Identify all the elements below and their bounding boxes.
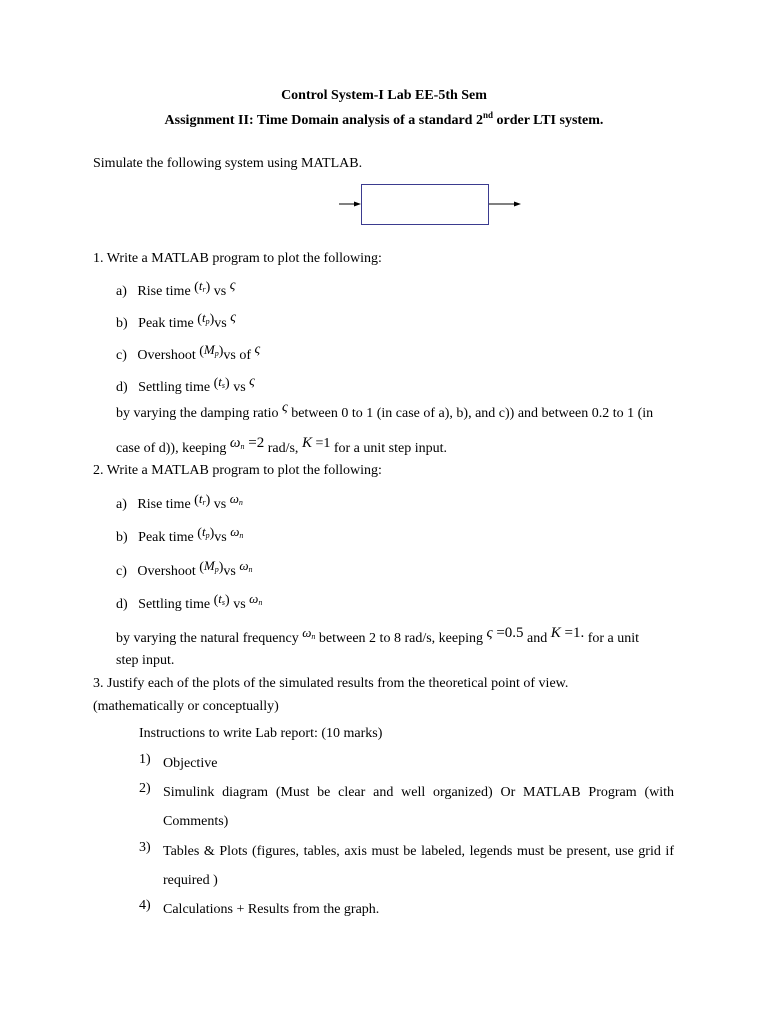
q1-varying bbox=[116, 400, 654, 422]
sub-n: n bbox=[248, 565, 253, 574]
var-t: t bbox=[201, 310, 206, 325]
paren: ( bbox=[213, 376, 219, 391]
doc-title: Control System-I Lab EE-5th Sem bbox=[281, 88, 487, 103]
zeta-symbol: ς bbox=[254, 342, 261, 357]
paren: ) bbox=[218, 560, 224, 575]
assignment-title-end: order LTI system. bbox=[492, 113, 604, 128]
sub-n: n bbox=[238, 498, 243, 507]
q2-item-c-label: Overshoot bbox=[137, 564, 200, 579]
q1-varying-end: between 0 to 1 (in case of a), b), and c)) and between 0.2 to 1 (in bbox=[287, 406, 654, 421]
instruction-num-4: 4) bbox=[139, 898, 151, 913]
q2-item-b-vs: vs bbox=[214, 530, 231, 545]
paren: ) bbox=[218, 344, 224, 359]
q1-item-b bbox=[116, 310, 236, 332]
instructions-heading: Instructions to write Lab report: (10 marks) bbox=[139, 726, 383, 741]
paren: ( bbox=[194, 493, 199, 508]
q2-varying-start: by varying the natural frequency bbox=[116, 631, 303, 646]
q2-item-c-marker: c) bbox=[116, 564, 127, 579]
q2-item-c-vs: vs bbox=[223, 564, 240, 579]
paren: ) bbox=[205, 493, 211, 508]
sub-n: n bbox=[311, 632, 316, 641]
instruction-num-2: 2) bbox=[139, 781, 151, 796]
q1-item-c bbox=[116, 342, 261, 364]
var-t: t bbox=[218, 374, 222, 389]
instruction-num-1: 1) bbox=[139, 752, 151, 767]
var-t: t bbox=[218, 591, 222, 606]
omega-symbol: ω bbox=[229, 435, 241, 451]
q2-item-d-label: Settling time bbox=[138, 597, 214, 612]
paren: ( bbox=[194, 280, 199, 295]
q2-item-d-marker: d) bbox=[116, 597, 128, 612]
q2-item-c bbox=[116, 558, 253, 580]
sub-n: n bbox=[239, 531, 244, 540]
q3-line1: 3. Justify each of the plots of the simulated results from the theoretical point of view. bbox=[93, 676, 569, 691]
q1-item-d-vs: vs bbox=[229, 380, 250, 395]
paren: ( bbox=[199, 560, 204, 575]
zeta-symbol: ς bbox=[249, 374, 255, 389]
var-t: t bbox=[198, 491, 203, 506]
var-m: M bbox=[203, 558, 215, 573]
var-t: t bbox=[198, 278, 203, 293]
instruction-3-line-2: required ) bbox=[163, 873, 218, 888]
sub-p: p bbox=[214, 565, 219, 574]
q2-step-input: step input. bbox=[116, 653, 175, 668]
q2-item-d bbox=[116, 591, 263, 613]
sub-r: r bbox=[202, 285, 206, 294]
q1-item-a-vs: vs bbox=[213, 284, 230, 299]
instruction-2-line-2: Comments) bbox=[163, 814, 229, 829]
instruction-1-line-1: Objective bbox=[163, 756, 218, 771]
instruction-4-line-1: Calculations + Results from the graph. bbox=[163, 902, 380, 917]
q2-item-b-label: Peak time bbox=[138, 530, 198, 545]
paren: ) bbox=[225, 376, 230, 391]
sub-n: n bbox=[240, 442, 245, 451]
input-arrow-head bbox=[354, 202, 361, 207]
system-block bbox=[362, 185, 489, 225]
paren: ( bbox=[197, 312, 202, 327]
q2-item-a-vs: vs bbox=[210, 497, 230, 512]
q2-varying-end: for a unit bbox=[587, 631, 640, 646]
q2-item-d-vs: vs bbox=[229, 597, 250, 612]
instruction-num-3: 3) bbox=[139, 840, 151, 855]
q2-item-b bbox=[116, 524, 244, 546]
sub-p: p bbox=[205, 531, 210, 540]
q3-line2: (mathematically or conceptually) bbox=[93, 699, 279, 714]
intro-text: Simulate the following system using MATLAB. bbox=[93, 156, 363, 171]
sub-r: r bbox=[202, 498, 206, 507]
q1-item-c-vs: vs of bbox=[223, 348, 255, 363]
sub-s: s bbox=[221, 381, 226, 390]
assignment-title-sup: nd bbox=[482, 110, 493, 120]
paren: ( bbox=[197, 526, 202, 541]
zeta-symbol: ς bbox=[282, 400, 288, 415]
q1-keeping-end: for a unit step input. bbox=[333, 441, 448, 456]
omega-value: =2 bbox=[244, 435, 265, 451]
output-arrow-head bbox=[514, 202, 521, 207]
q2-item-a bbox=[116, 491, 243, 513]
zeta-symbol: ς bbox=[486, 625, 493, 641]
zeta-symbol: ς bbox=[230, 310, 236, 325]
q1-keeping bbox=[116, 435, 448, 457]
paren: ) bbox=[209, 312, 215, 327]
k-value: =1. bbox=[560, 625, 585, 641]
q1-item-b-label: Peak time bbox=[138, 316, 198, 331]
sub-p: p bbox=[214, 349, 219, 358]
zeta-symbol: ς bbox=[229, 278, 236, 293]
q1-item-b-vs: vs bbox=[214, 316, 231, 331]
paren: ) bbox=[225, 593, 230, 608]
q2-varying-mid: between 2 to 8 rad/s, keeping bbox=[315, 631, 487, 646]
q1-item-a bbox=[116, 278, 236, 300]
sub-s: s bbox=[221, 598, 226, 607]
q2-item-a-label: Rise time bbox=[137, 497, 195, 512]
sub-p: p bbox=[205, 317, 210, 326]
var-k: K bbox=[301, 435, 312, 451]
q1-item-d-marker: d) bbox=[116, 380, 128, 395]
q1-item-d bbox=[116, 374, 255, 396]
q1-item-c-marker: c) bbox=[116, 348, 127, 363]
zeta-value: =0.5 bbox=[492, 625, 524, 641]
omega-symbol: ω bbox=[302, 625, 312, 640]
q1-keeping-start: case of d)), keeping bbox=[116, 441, 230, 456]
paren: ) bbox=[205, 280, 211, 295]
q2-varying-and: and bbox=[527, 631, 551, 646]
instruction-3-line-1: Tables & Plots (figures, tables, axis must be labeled, legends must be present, use grid if bbox=[163, 844, 674, 859]
q2-varying bbox=[116, 625, 675, 647]
omega-symbol: ω bbox=[249, 591, 259, 606]
var-k: K bbox=[550, 625, 561, 641]
omega-symbol: ω bbox=[229, 491, 239, 506]
omega-symbol: ω bbox=[239, 558, 249, 573]
paren: ( bbox=[213, 593, 219, 608]
q2-text: 2. Write a MATLAB program to plot the following: bbox=[93, 463, 382, 478]
q1-item-d-label: Settling time bbox=[138, 380, 214, 395]
k-value: =1 bbox=[311, 436, 331, 451]
q1-varying-start: by varying the damping ratio bbox=[116, 406, 283, 421]
instruction-2-line-1: Simulink diagram (Must be clear and well organized) Or MATLAB Program (with bbox=[163, 785, 674, 800]
q2-item-a-marker: a) bbox=[116, 497, 127, 512]
q1-item-a-marker: a) bbox=[116, 284, 127, 299]
omega-symbol: ω bbox=[230, 524, 240, 539]
q2-item-b-marker: b) bbox=[116, 530, 128, 545]
q1-keeping-unit: rad/s, bbox=[267, 441, 302, 456]
q1-item-c-label: Overshoot bbox=[137, 348, 200, 363]
q1-item-b-marker: b) bbox=[116, 316, 128, 331]
q1-item-a-label: Rise time bbox=[137, 284, 195, 299]
q1-text: 1. Write a MATLAB program to plot the following: bbox=[93, 251, 382, 266]
var-t: t bbox=[201, 524, 206, 539]
assignment-title-main: Assignment II: Time Domain analysis of a standard 2 bbox=[164, 113, 483, 128]
var-m: M bbox=[203, 342, 215, 357]
paren: ) bbox=[209, 526, 215, 541]
paren: ( bbox=[199, 344, 204, 359]
assignment-title bbox=[0, 110, 768, 129]
sub-n: n bbox=[258, 598, 263, 607]
